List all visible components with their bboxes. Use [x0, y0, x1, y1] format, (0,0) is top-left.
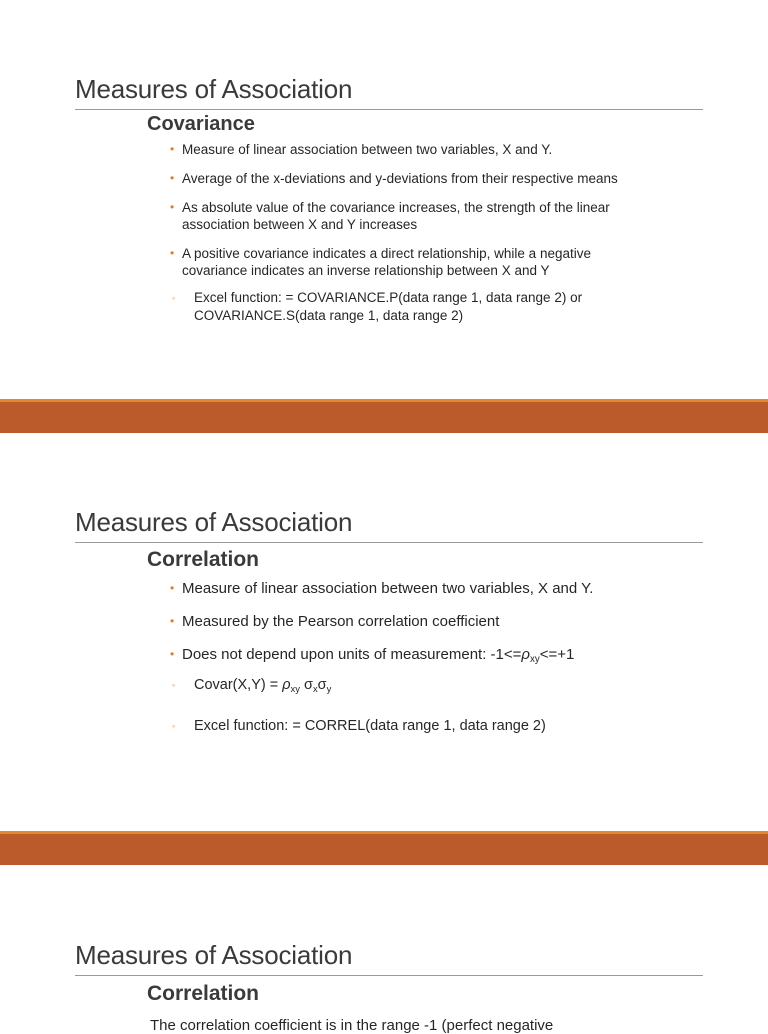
- rho-symbol: ρ: [521, 646, 530, 663]
- sub-bullet-text: Excel function: = CORREL(data range 1, data range 2): [194, 718, 546, 734]
- slide-divider-bar: [0, 831, 768, 865]
- slide-title: Measures of Association: [75, 74, 353, 104]
- bullet-item: [170, 199, 620, 233]
- bullet-dot-icon: •: [170, 200, 175, 214]
- sigma-y-symbol: σ: [317, 677, 327, 693]
- bullet-text: A positive covariance indicates a direct relationship, while a negative covariance indicates an inverse relationship between X and Y: [182, 246, 591, 278]
- covariance-bullet-list: [170, 141, 620, 325]
- units-bullet-prefix: Does not depend upon units of measurement: -1<=: [182, 646, 522, 663]
- sigma-x-symbol: σ: [299, 677, 313, 693]
- bullet-text: As absolute value of the covariance increases, the strength of the linear association between X and Y increases: [182, 200, 610, 232]
- bullet-item: [170, 579, 670, 598]
- units-bullet-suffix: <=+1: [539, 646, 575, 663]
- bullet-dot-icon: •: [170, 614, 175, 628]
- sub-bullet-ring-icon: ◦: [172, 721, 176, 731]
- covar-prefix: Covar(X,Y) =: [194, 677, 283, 693]
- slide-covariance: [0, 0, 768, 400]
- bullet-item: [170, 645, 670, 664]
- bullet-item: [170, 170, 620, 187]
- sub-bullet-item: [170, 289, 620, 325]
- sub-bullet-ring-icon: ◦: [172, 293, 176, 303]
- bullet-item: [170, 245, 620, 279]
- bullet-dot-icon: •: [170, 142, 175, 156]
- sub-bullet-item: [170, 676, 670, 695]
- bullet-dot-icon: •: [170, 647, 175, 661]
- correlation-bullet-list: [170, 579, 670, 736]
- slide-divider-bar: [0, 399, 768, 433]
- title-underline: [75, 975, 703, 976]
- title-underline: [75, 109, 703, 110]
- bullet-item: [170, 612, 670, 631]
- bullet-text: Average of the x-deviations and y-deviations from their respective means: [182, 171, 618, 186]
- bullet-text: Measured by the Pearson correlation coefficient: [182, 613, 500, 630]
- subheading-correlation: Correlation: [147, 548, 260, 571]
- bullet-text: Measure of linear association between two variables, X and Y.: [182, 580, 594, 597]
- title-underline: [75, 542, 703, 543]
- bullet-dot-icon: •: [170, 581, 175, 595]
- slide-title: Measures of Association: [75, 940, 353, 970]
- bullet-item: [170, 141, 620, 158]
- rho-subscript: xy: [290, 683, 300, 694]
- bullet-dot-icon: •: [170, 246, 175, 260]
- bullet-text: Measure of linear association between two variables, X and Y.: [182, 142, 553, 157]
- partial-text-line: The correlation coefficient is in the range -1 (perfect negative: [150, 1017, 554, 1034]
- sub-bullet-item: [170, 717, 670, 736]
- rho-subscript: xy: [529, 654, 540, 665]
- sub-bullet-text: Excel function: = COVARIANCE.P(data range 1, data range 2) or COVARIANCE.S(data range 1, data range 2): [194, 290, 583, 323]
- bullet-dot-icon: •: [170, 171, 175, 185]
- slide-correlation: [0, 433, 768, 832]
- sub-bullet-ring-icon: ◦: [172, 680, 176, 690]
- rho-symbol: ρ: [282, 677, 291, 693]
- subheading-covariance: Covariance: [147, 113, 255, 135]
- sigma-y-subscript: y: [326, 683, 332, 694]
- slide-title: Measures of Association: [75, 507, 353, 537]
- subheading-correlation: Correlation: [147, 982, 260, 1005]
- sigma-x-subscript: x: [312, 683, 318, 694]
- slide-correlation-continued: [0, 865, 768, 1034]
